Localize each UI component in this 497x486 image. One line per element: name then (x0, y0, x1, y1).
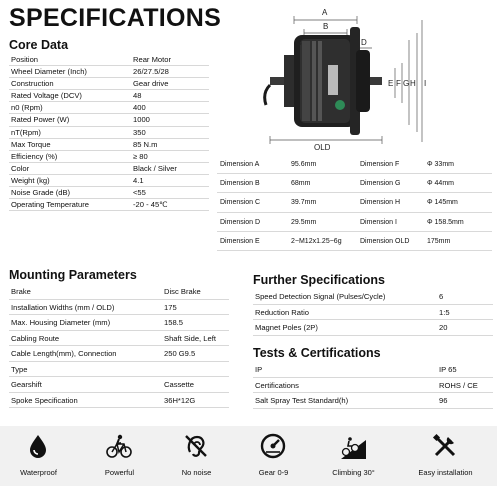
feature-label: Waterproof (20, 468, 57, 477)
further-specifications-heading: Further Specifications (253, 273, 385, 287)
table-row (253, 393, 493, 409)
dim-label: Dimension F (360, 161, 400, 168)
row-label: Reduction Ratio (255, 307, 310, 317)
table-row (217, 174, 492, 193)
feature-label: No noise (181, 468, 212, 477)
dim-label: Dimension B (220, 180, 260, 188)
core-data-table (9, 54, 209, 211)
table-row (9, 127, 209, 139)
core-data-heading: Core Data (9, 38, 69, 52)
row-value: 1000 (133, 115, 150, 125)
dim-label-i: I (424, 79, 427, 88)
row-value: 96 (439, 396, 448, 405)
table-row (9, 114, 209, 126)
feature-gear (238, 426, 309, 486)
mounting-parameters-heading: Mounting Parameters (9, 268, 137, 282)
mounting-table (9, 284, 229, 408)
row-label: Salt Spray Test Standard(h) (255, 396, 349, 405)
dim-label: Dimension E (220, 237, 260, 245)
dim-label: Dimension H (360, 199, 401, 207)
table-row (9, 54, 209, 66)
dim-label: Dimension G (360, 180, 401, 188)
row-value: 85 N.m (133, 139, 158, 149)
row-label: Wheel Diameter (Inch) (11, 67, 87, 77)
table-row (253, 320, 493, 336)
row-label: n0 (Rpm) (11, 103, 43, 113)
dim-value: 29.5mm (291, 218, 317, 226)
dim-label-a: A (322, 8, 328, 17)
row-label: Operating Temperature (11, 200, 89, 210)
table-row (217, 213, 492, 232)
table-row (9, 393, 229, 409)
row-label: Brake (11, 287, 31, 296)
row-value: Disc Brake (164, 287, 201, 296)
row-value: 400 (133, 103, 146, 113)
dim-label-h: H (410, 79, 416, 88)
feature-climbing (318, 426, 389, 486)
table-row (253, 362, 493, 378)
row-value: 158.5 (164, 318, 184, 327)
dim-label-f: F (396, 79, 401, 88)
row-value: Rear Motor (133, 55, 171, 64)
further-specifications-table (253, 289, 493, 336)
dim-label-e: E (388, 79, 394, 88)
row-label: Efficiency (%) (11, 151, 58, 161)
tests-certifications-table (253, 362, 493, 409)
feature-label: Gear 0-9 (258, 468, 289, 477)
dim-label: Dimension A (220, 161, 260, 168)
row-label: Construction (11, 79, 54, 89)
row-label: Speed Detection Signal (Pulses/Cycle) (255, 292, 386, 301)
row-label: Certifications (255, 380, 299, 390)
row-label: Type (11, 364, 28, 374)
table-row (253, 378, 493, 394)
table-row (9, 151, 209, 163)
table-row (9, 315, 229, 331)
row-value: Black / Silver (133, 163, 177, 173)
powerful-icon (105, 432, 133, 460)
row-value: 6 (439, 292, 444, 301)
tools-icon (431, 432, 459, 460)
table-row (9, 90, 209, 102)
row-label: Rated Power (W) (11, 115, 70, 125)
row-value: Shaft Side, Left (164, 333, 216, 343)
row-value: 48 (133, 91, 142, 101)
feature-label: Powerful (104, 468, 135, 477)
waterproof-icon (24, 432, 52, 460)
table-row (9, 139, 209, 151)
dim-label: Dimension C (220, 199, 261, 207)
dim-value: 39.7mm (291, 199, 317, 207)
dim-label-c: C (296, 38, 302, 47)
row-label: Rated Voltage (DCV) (11, 91, 82, 101)
dimension-table (217, 155, 492, 251)
feature-label: Climbing 30° (332, 468, 375, 477)
row-value: 175 (164, 302, 177, 312)
row-value: 350 (133, 127, 146, 137)
row-label: Magnet Poles (2P) (255, 323, 318, 332)
feature-no-noise (161, 426, 232, 486)
table-row (9, 102, 209, 114)
feature-easy-installation (410, 426, 481, 486)
table-row (9, 163, 209, 175)
row-label: Gearshift (11, 380, 42, 389)
table-row (9, 175, 209, 187)
row-label: nT(Rpm) (11, 127, 41, 137)
table-row (217, 155, 492, 174)
dim-value: 68mm (291, 180, 311, 188)
dim-value: Φ 145mm (427, 199, 458, 207)
table-row (9, 78, 209, 90)
table-row (9, 377, 229, 393)
dim-value: 95.6mm (291, 161, 317, 168)
page-title: SPECIFICATIONS (9, 4, 222, 32)
table-row (253, 305, 493, 321)
table-row (9, 199, 209, 211)
row-value: 26/27.5/28 (133, 67, 169, 77)
feature-label: Easy installation (418, 468, 473, 477)
row-label: Max Torque (11, 139, 51, 149)
row-label: Noise Grade (dB) (11, 188, 71, 198)
gear-gauge-icon (259, 432, 287, 460)
row-value: 20 (439, 323, 448, 332)
dim-label-b: B (323, 22, 329, 31)
row-label: Weight (kg) (11, 175, 50, 185)
row-label: IP (255, 365, 263, 374)
table-row (9, 66, 209, 78)
row-value: 36H*12G (164, 395, 196, 405)
feature-strip (0, 426, 497, 486)
row-value: <55 (133, 188, 146, 198)
table-row (9, 346, 229, 362)
table-row (9, 300, 229, 316)
table-row (217, 193, 492, 212)
dim-value: 175mm (427, 237, 451, 245)
dim-value: Φ 158.5mm (427, 218, 464, 226)
row-label: Position (11, 55, 39, 64)
dim-label: Dimension D (220, 218, 261, 226)
row-value: Gear drive (133, 79, 169, 89)
table-row (9, 284, 229, 300)
row-value: 4.1 (133, 175, 144, 185)
row-label: Color (11, 163, 30, 173)
no-noise-icon (182, 432, 210, 460)
row-label: Cable Length(mm), Connection (11, 349, 117, 358)
row-value: ≥ 80 (133, 151, 148, 161)
row-value: 250 G9.5 (164, 349, 196, 358)
row-value: 1:5 (439, 307, 450, 317)
dim-value: 2−M12x1.25−6g (291, 237, 342, 245)
row-value: -20 - 45℃ (133, 200, 168, 210)
table-row (9, 187, 209, 199)
dim-label-d: D (361, 38, 367, 47)
row-label: Spoke Specification (11, 395, 78, 405)
row-label: Cabling Route (11, 333, 60, 343)
feature-powerful (84, 426, 155, 486)
climbing-icon (339, 432, 367, 460)
table-row (9, 362, 229, 378)
row-value: Cassette (164, 380, 194, 389)
dim-label-g: G (403, 79, 410, 88)
table-row (253, 289, 493, 305)
dim-value: Φ 44mm (427, 180, 454, 188)
row-value: ROHS / CE (439, 380, 478, 390)
row-value: IP 65 (439, 365, 457, 374)
dim-label: Dimension I (360, 218, 397, 226)
feature-waterproof (3, 426, 74, 486)
dim-label-old: OLD (314, 143, 331, 152)
dim-value: Φ 33mm (427, 161, 454, 168)
table-row (9, 331, 229, 347)
motor-dimension-diagram (262, 5, 497, 153)
dim-label: Dimension OLD (360, 237, 410, 245)
table-row (217, 232, 492, 251)
row-label: Max. Housing Diameter (mm) (11, 318, 111, 327)
tests-certifications-heading: Tests & Certifications (253, 346, 381, 360)
row-label: Installation Widths (mm / OLD) (11, 302, 115, 312)
